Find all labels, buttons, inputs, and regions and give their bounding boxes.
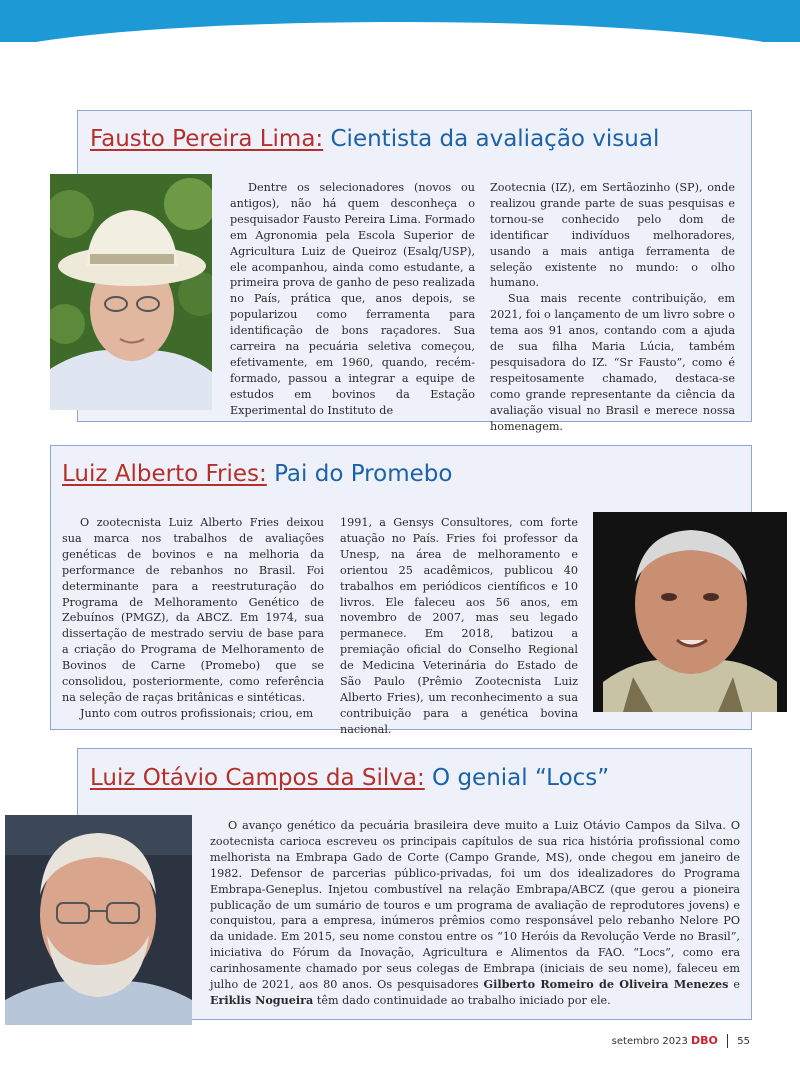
paragraph: Junto com outros profissionais; criou, em	[80, 706, 314, 720]
researcher-name: Gilberto Romeiro de Oliveira Menezes	[483, 977, 729, 992]
paragraph: O zootecnista Luiz Alberto Fries deixou sua marca nos trabalhos de avaliações genéticas de bovinos e na melhoria da performance de rebanhos no Brasil. Foi determinante para a reestruturação do Programa de Melhoramento Genético de Zebuínos (PMGZ), da ABCZ. Em 1974, sua dissertação de mestrado serviu de base para a criação do Programa de Melhoramento de Bovinos de Carne (Promebo) que se consolidou, posteriormente, como referência na seleção de raças britânicas e sintéticas.	[62, 516, 324, 704]
page-number: 55	[737, 1036, 750, 1047]
body-text: O avanço genético da pecuária brasileira deve muito a Luiz Otávio Campos da Silva. O zootecnista carioca escreveu os principais capítulos de sua rica história profissional como melhorista na Embrapa Gado de Corte (Campo Grande, MS), onde chegou em janeiro de 1982. Defensor de parcerias público-privadas, foi um dos idealizadores do Programa Embrapa-Geneplus. Injetou combustível na relação Embrapa/ABCZ (que gerou a pioneira publicação de um sumário de touros e um programa de avaliação de reprodutores jovens) e conquistou, para a empresa, inúmeros prêmios como responsável pelo rebanho Nelore PO da unidade. Em 2015, seu nome constou entre os “10 Heróis da Revolução Verde no Brasil”, iniciativa do Fórum da Inovação, Agricultura e Alimentos da FAO. “Locs”, como era carinhosamente chamado por seus colegas de Embrapa (iniciais de seu nome), faleceu em julho de 2021, aos 80 anos. Os pesquisadores	[210, 819, 740, 992]
section-subtitle: Pai do Promebo	[274, 461, 453, 487]
researcher-name: Eriklis Nogueira	[210, 992, 314, 1007]
section-title-fries	[62, 461, 452, 487]
person-name: Fausto Pereira Lima:	[90, 126, 324, 152]
paragraph: Sua mais recente contribuição, em 2021, foi o lançamento de um livro sobre o tema aos 91 anos, contando com a ajuda de sua filha Maria Lúcia, também pesquisadora do IZ. “Sr Fausto”, como é respeitosamente chamado, destaca-se como grande representante da ciência da avaliação visual no Brasil e merece nossa homenagem.	[490, 292, 735, 433]
article-body	[210, 818, 740, 1009]
article-column-1	[62, 515, 324, 722]
body-text: e	[728, 978, 740, 992]
portrait-photo-fausto	[50, 174, 212, 410]
section-subtitle: O genial “Locs”	[432, 765, 610, 791]
paragraph	[210, 818, 740, 1009]
section-subtitle: Cientista da avaliação visual	[330, 126, 660, 152]
page-footer	[612, 1034, 750, 1048]
article-column-1	[230, 180, 475, 419]
person-name: Luiz Otávio Campos da Silva:	[90, 765, 425, 791]
article-column-2	[490, 180, 735, 435]
issue-date: setembro 2023	[611, 1036, 688, 1047]
article-column-2	[340, 515, 578, 738]
section-title-fausto	[90, 126, 659, 152]
paragraph: Dentre os selecionadores (novos ou antigos), não há quem desconheça o pesquisador Fausto Pereira Lima. Formado em Agronomia pela Escola Superior de Agricultura Luiz de Queiroz (Esalq/USP), ele acompanhou, ainda como estudante, a primeira prova de ganho de peso realizada no País, prática que, anos depois, se popularizou como ferramenta para identificação de bons raçadores. Sua carreira na pecuária seletiva começou, efetivamente, em 1960, quando, recém-formado, passou a integrar a equipe de estudos em bovinos da Estação Experimental do Instituto de	[230, 181, 475, 417]
person-name: Luiz Alberto Fries:	[62, 461, 267, 487]
magazine-logo: DBO	[691, 1034, 718, 1047]
paragraph: 1991, a Gensys Consultores, com forte atuação no País. Fries foi professor da Unesp, na área de melhoramento e orientou 25 acadêmicos, publicou 40 trabalhos em periódicos científicos e 10 livros. Ele faleceu aos 56 anos, em novembro de 2007, mas seu legado permanece. Em 2018, batizou a premiação oficial do Conselho Regional de Medicina Veterinária do Estado de São Paulo (Prêmio Zootecnista Luiz Alberto Fries), um reconhecimento a sua contribuição para a genética bovina nacional.	[340, 516, 578, 736]
portrait-photo-locs	[5, 815, 192, 1025]
section-title-locs	[90, 765, 609, 791]
portrait-photo-fries	[593, 512, 787, 712]
body-text: têm dado continuidade ao trabalho iniciado por ele.	[313, 993, 611, 1007]
paragraph: Zootecnia (IZ), em Sertãozinho (SP), onde realizou grande parte de suas pesquisas e tornou-se conhecido pelo dom de identificar indivíduos melhoradores, usando a mais antiga ferramenta de seleção existente no mundo: o olho humano.	[490, 181, 735, 290]
footer-divider	[727, 1034, 728, 1048]
